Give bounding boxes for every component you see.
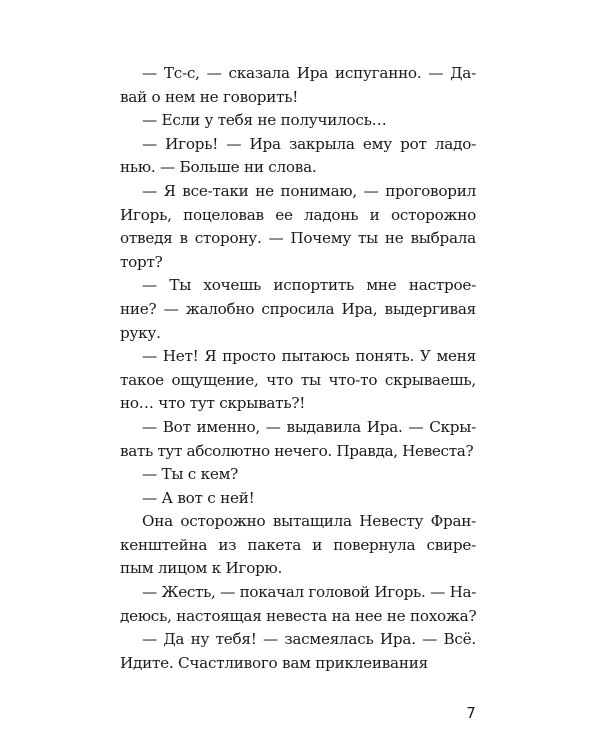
paragraph (120, 62, 476, 109)
text-line: вать тут абсолютно нечего. Правда, Невеста? (120, 441, 474, 460)
page-number: 7 (466, 704, 476, 722)
text-line: ние? — жалобно спросила Ира, выдергивая (120, 299, 476, 318)
text-line: отведя в сторону. — Почему ты не выбрала (120, 229, 476, 248)
text-line: — Жесть, — покачал головой Игорь. — На- (142, 583, 476, 602)
text-line: Она осторожно вытащила Невесту Фран- (142, 512, 476, 531)
paragraph (120, 510, 476, 581)
paragraph (120, 416, 476, 463)
text-line: пым лицом к Игорю. (120, 559, 283, 578)
text-line: — Вот именно, — выдавила Ира. — Скры- (142, 417, 476, 436)
text-line: — Ты хочешь испортить мне настрое- (142, 276, 476, 295)
text-line: — А вот с ней! (142, 488, 255, 507)
paragraph (120, 628, 476, 675)
text-line: Идите. Счастливого вам приклеивания (120, 653, 428, 672)
paragraph (120, 109, 476, 133)
text-line: Игорь, поцеловав ее ладонь и осторожно (120, 205, 476, 224)
text-line: такое ощущение, что ты что-то скрываешь, (120, 370, 476, 389)
paragraph (120, 180, 476, 274)
text-line: — Ты с кем? (142, 465, 239, 484)
text-line: — Я все-таки не понимаю, — проговорил (142, 181, 476, 200)
paragraph (120, 463, 476, 487)
text-line: торт? (120, 252, 163, 271)
text-line: — Да ну тебя! — засмеялась Ира. — Всё. (142, 630, 476, 649)
text-line: кенштейна из пакета и повернула свире- (120, 535, 476, 554)
text-line: вай о нем не говорить! (120, 87, 299, 106)
paragraph (120, 345, 476, 416)
text-line: — Тс-с, — сказала Ира испуганно. — Да- (142, 64, 476, 82)
paragraph (120, 581, 476, 628)
paragraph (120, 133, 476, 180)
text-line: — Если у тебя не получилось… (142, 111, 387, 130)
text-line: но… что тут скрывать?! (120, 394, 306, 413)
text-line: руку. (120, 323, 161, 342)
text-line: нью. — Больше ни слова. (120, 158, 317, 177)
text-line: — Игорь! — Ира закрыла ему рот ладо- (142, 134, 476, 153)
text-line: деюсь, настоящая невеста на нее не похожа? (120, 606, 477, 625)
text-line: — Нет! Я просто пытаюсь понять. У меня (142, 347, 476, 366)
paragraph (120, 274, 476, 345)
body-text (120, 62, 476, 675)
paragraph (120, 487, 476, 511)
